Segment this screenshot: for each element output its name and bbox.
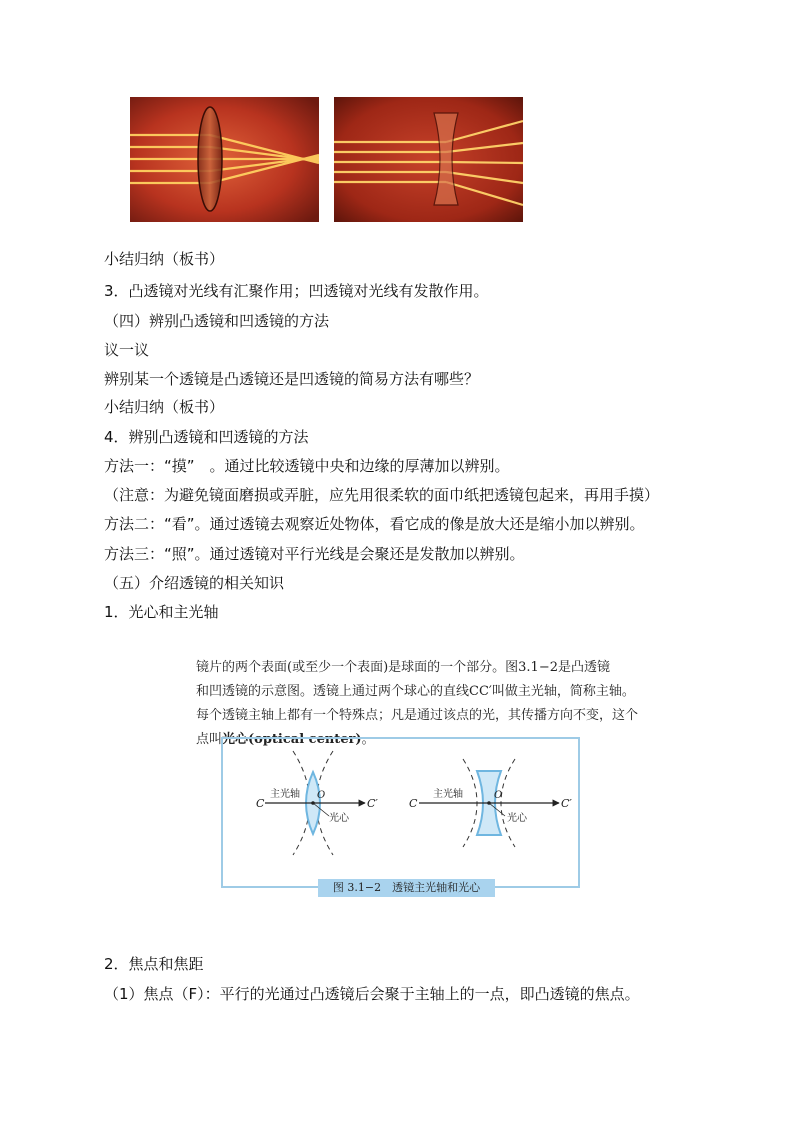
concave-lens-diagram xyxy=(419,759,559,847)
concave-lens-photo xyxy=(334,97,523,222)
convex-point-c: C xyxy=(256,797,265,810)
text-line-convex-concave-effect: 3．凸透镜对光线有汇聚作用；凹透镜对光线有发散作用。 xyxy=(104,282,489,300)
concave-point-c-prime: C′ xyxy=(561,797,572,810)
convex-center-label: 光心 xyxy=(329,813,349,824)
lens-diagram-svg xyxy=(223,739,582,890)
text-line-focus-definition: （1）焦点（F）：平行的光通过凸透镜后会聚于主轴上的一点，即凸透镜的焦点。 xyxy=(104,985,640,1003)
lens-axis-figure xyxy=(221,737,580,888)
optical-center-term: 光心(optical center) xyxy=(222,732,362,747)
concave-point-c: C xyxy=(409,797,418,810)
text-line-summary-2: 小结归纳（板书） xyxy=(104,398,225,416)
convex-point-o: O xyxy=(317,790,326,801)
figure-caption: 图 3.1−2 透镜主光轴和光心 xyxy=(318,879,495,897)
textbook-line-4-prefix: 点叫 xyxy=(196,732,223,747)
textbook-line-3: 每个透镜主轴上都有一个特殊点；凡是通过该点的光，其传播方向不变，这个 xyxy=(196,708,639,723)
textbook-line-1: 镜片的两个表面(或至少一个表面)是球面的一个部分。图3.1−2是凸透镜 xyxy=(196,660,610,675)
convex-point-c-prime: C′ xyxy=(367,797,378,810)
text-line-item-1-heading: 1．光心和主光轴 xyxy=(104,603,219,621)
concave-center-label: 光心 xyxy=(507,813,527,824)
textbook-line-4-suffix: 。 xyxy=(361,732,375,747)
concave-point-o: O xyxy=(494,790,503,801)
text-line-item-4-heading: 4．辨别凸透镜和凹透镜的方法 xyxy=(104,428,309,446)
text-line-question: 辨别某一个透镜是凸透镜还是凹透镜的简易方法有哪些？ xyxy=(104,370,480,388)
concave-axis-label: 主光轴 xyxy=(433,789,463,800)
textbook-line-2: 和凹透镜的示意图。透镜上通过两个球心的直线CC′叫做主光轴，简称主轴。 xyxy=(196,684,635,699)
convex-lens-diagram xyxy=(265,751,365,855)
text-line-discuss: 议一议 xyxy=(104,341,150,359)
convex-axis-label: 主光轴 xyxy=(270,789,300,800)
text-line-section-5-heading: （五）介绍透镜的相关知识 xyxy=(104,574,285,592)
text-line-section-4-heading: （四）辨别凸透镜和凹透镜的方法 xyxy=(104,312,330,330)
text-line-method-2: 方法二：“看”。通过透镜去观察近处物体，看它成的像是放大还是缩小加以辨别。 xyxy=(104,515,645,533)
text-line-method-1: 方法一：“摸” 。通过比较透镜中央和边缘的厚薄加以辨别。 xyxy=(104,457,510,475)
text-line-summary-1: 小结归纳（板书） xyxy=(104,250,225,268)
text-line-note: （注意：为避免镜面磨损或弄脏，应先用很柔软的面巾纸把透镜包起来，再用手摸） xyxy=(104,486,660,504)
text-line-item-2-heading: 2．焦点和焦距 xyxy=(104,955,204,973)
text-line-method-3: 方法三：“照”。通过透镜对平行光线是会聚还是发散加以辨别。 xyxy=(104,545,525,563)
convex-lens-photo xyxy=(130,97,319,222)
